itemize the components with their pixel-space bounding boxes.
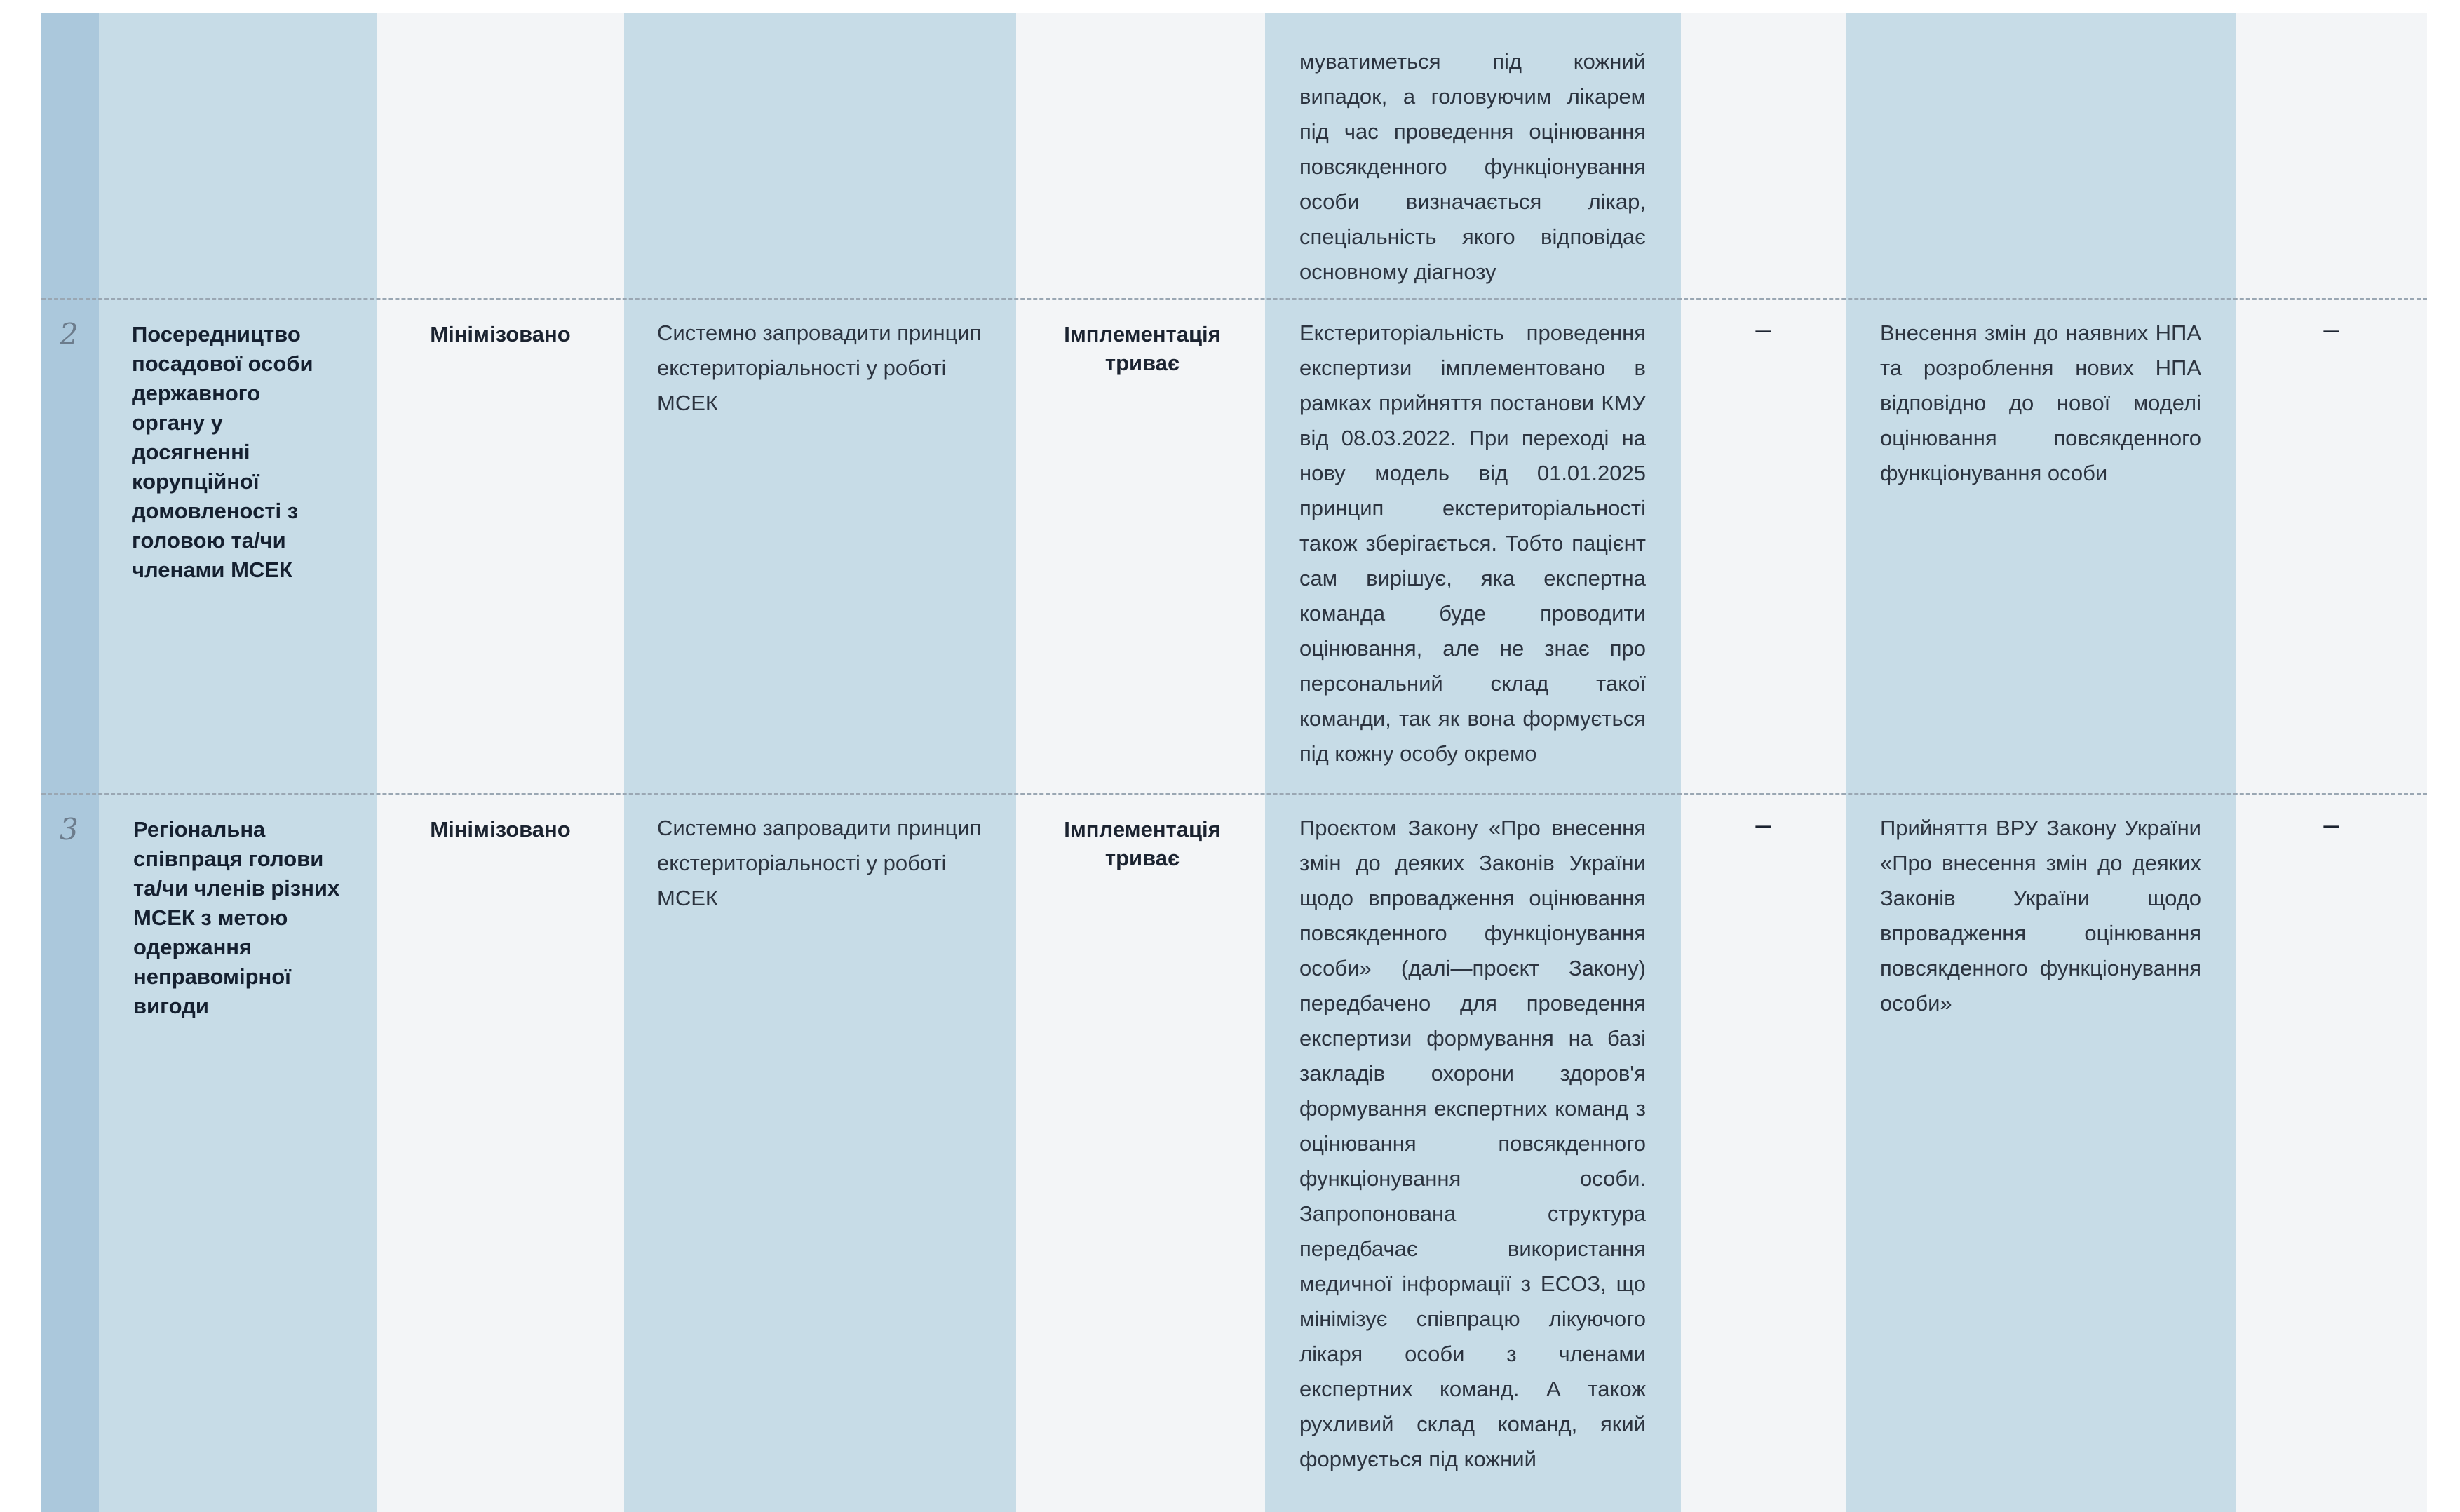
risk-status: Мінімізовано (430, 322, 571, 346)
implementation-state: Імплементація триває (1064, 322, 1221, 375)
col8-dash: – (2323, 809, 2339, 840)
mitigation-measure: Системно запровадити принцип екстериторіальності у роботі МСЕК (657, 320, 982, 415)
implementation-text-continuation: муватиметься під кожний випадок, а головуючим лікарем під час проведення оцінювання повсякденного функціонування особи визначається лікар, спеціальність якого відповідає основному діагнозу (1299, 49, 1646, 284)
col6-dash: – (1755, 809, 1771, 840)
row-number: 3 (60, 812, 79, 846)
risk-status: Мінімізовано (430, 817, 571, 842)
next-steps-text: Прийняття ВРУ Закону України «Про внесення змін до деяких Законів України щодо впровадження оцінювання повсякденного функціонування особи» (1880, 816, 2201, 1015)
mitigation-measure: Системно запровадити принцип екстериторіальності у роботі МСЕК (657, 816, 982, 910)
implementation-state: Імплементація триває (1064, 817, 1221, 870)
row-number: 2 (60, 317, 79, 351)
risk-table (41, 13, 2427, 1512)
risk-description: Посередництво посадової особи державного органу у досягненні корупційної домовленості з головою та/чи членами МСЕК (132, 322, 313, 582)
implementation-text: Екстериторіальність проведення експертизи імплементовано в рамках прийняття постанови КМУ від 08.03.2022. При переході на нову модель від 01.01.2025 принцип екстериторіальності також зберігається. Тобто пацієнт сам вирішує, яка експертна команда буде проводити оцінювання, але не знає про персональний склад такої команди, так як вона формується під кожну особу окремо (1299, 320, 1646, 766)
table-row (41, 793, 2427, 1512)
risk-description: Регіональна співпраця голови та/чи членів різних МСЕК з метою одержання неправомірної вигоди (133, 817, 340, 1018)
next-steps-text: Внесення змін до наявних НПА та розроблення нових НПА відповідно до нової моделі оцінювання повсякденного функціонування особи (1880, 320, 2201, 485)
col8-dash: – (2323, 314, 2339, 345)
col6-dash: – (1755, 314, 1771, 345)
table-row (41, 298, 2427, 795)
table-row-continuation (41, 13, 2427, 298)
implementation-text: Проєктом Закону «Про внесення змін до деяких Законів України щодо впровадження оцінювання повсякденного функціонування особи» (далі—проєкт Закону) передбачено для проведення експертизи формування на базі закладів охорони здоров'я формування експертних команд з оцінювання повсякденного функціонування особи. Запропонована структура передбачає використання медичної інформації з ЕСОЗ, що мінімізує співпрацю лікуючого лікаря особи з членами експертних команд. А також рухливий склад команд, який формується під кожний (1299, 816, 1646, 1471)
